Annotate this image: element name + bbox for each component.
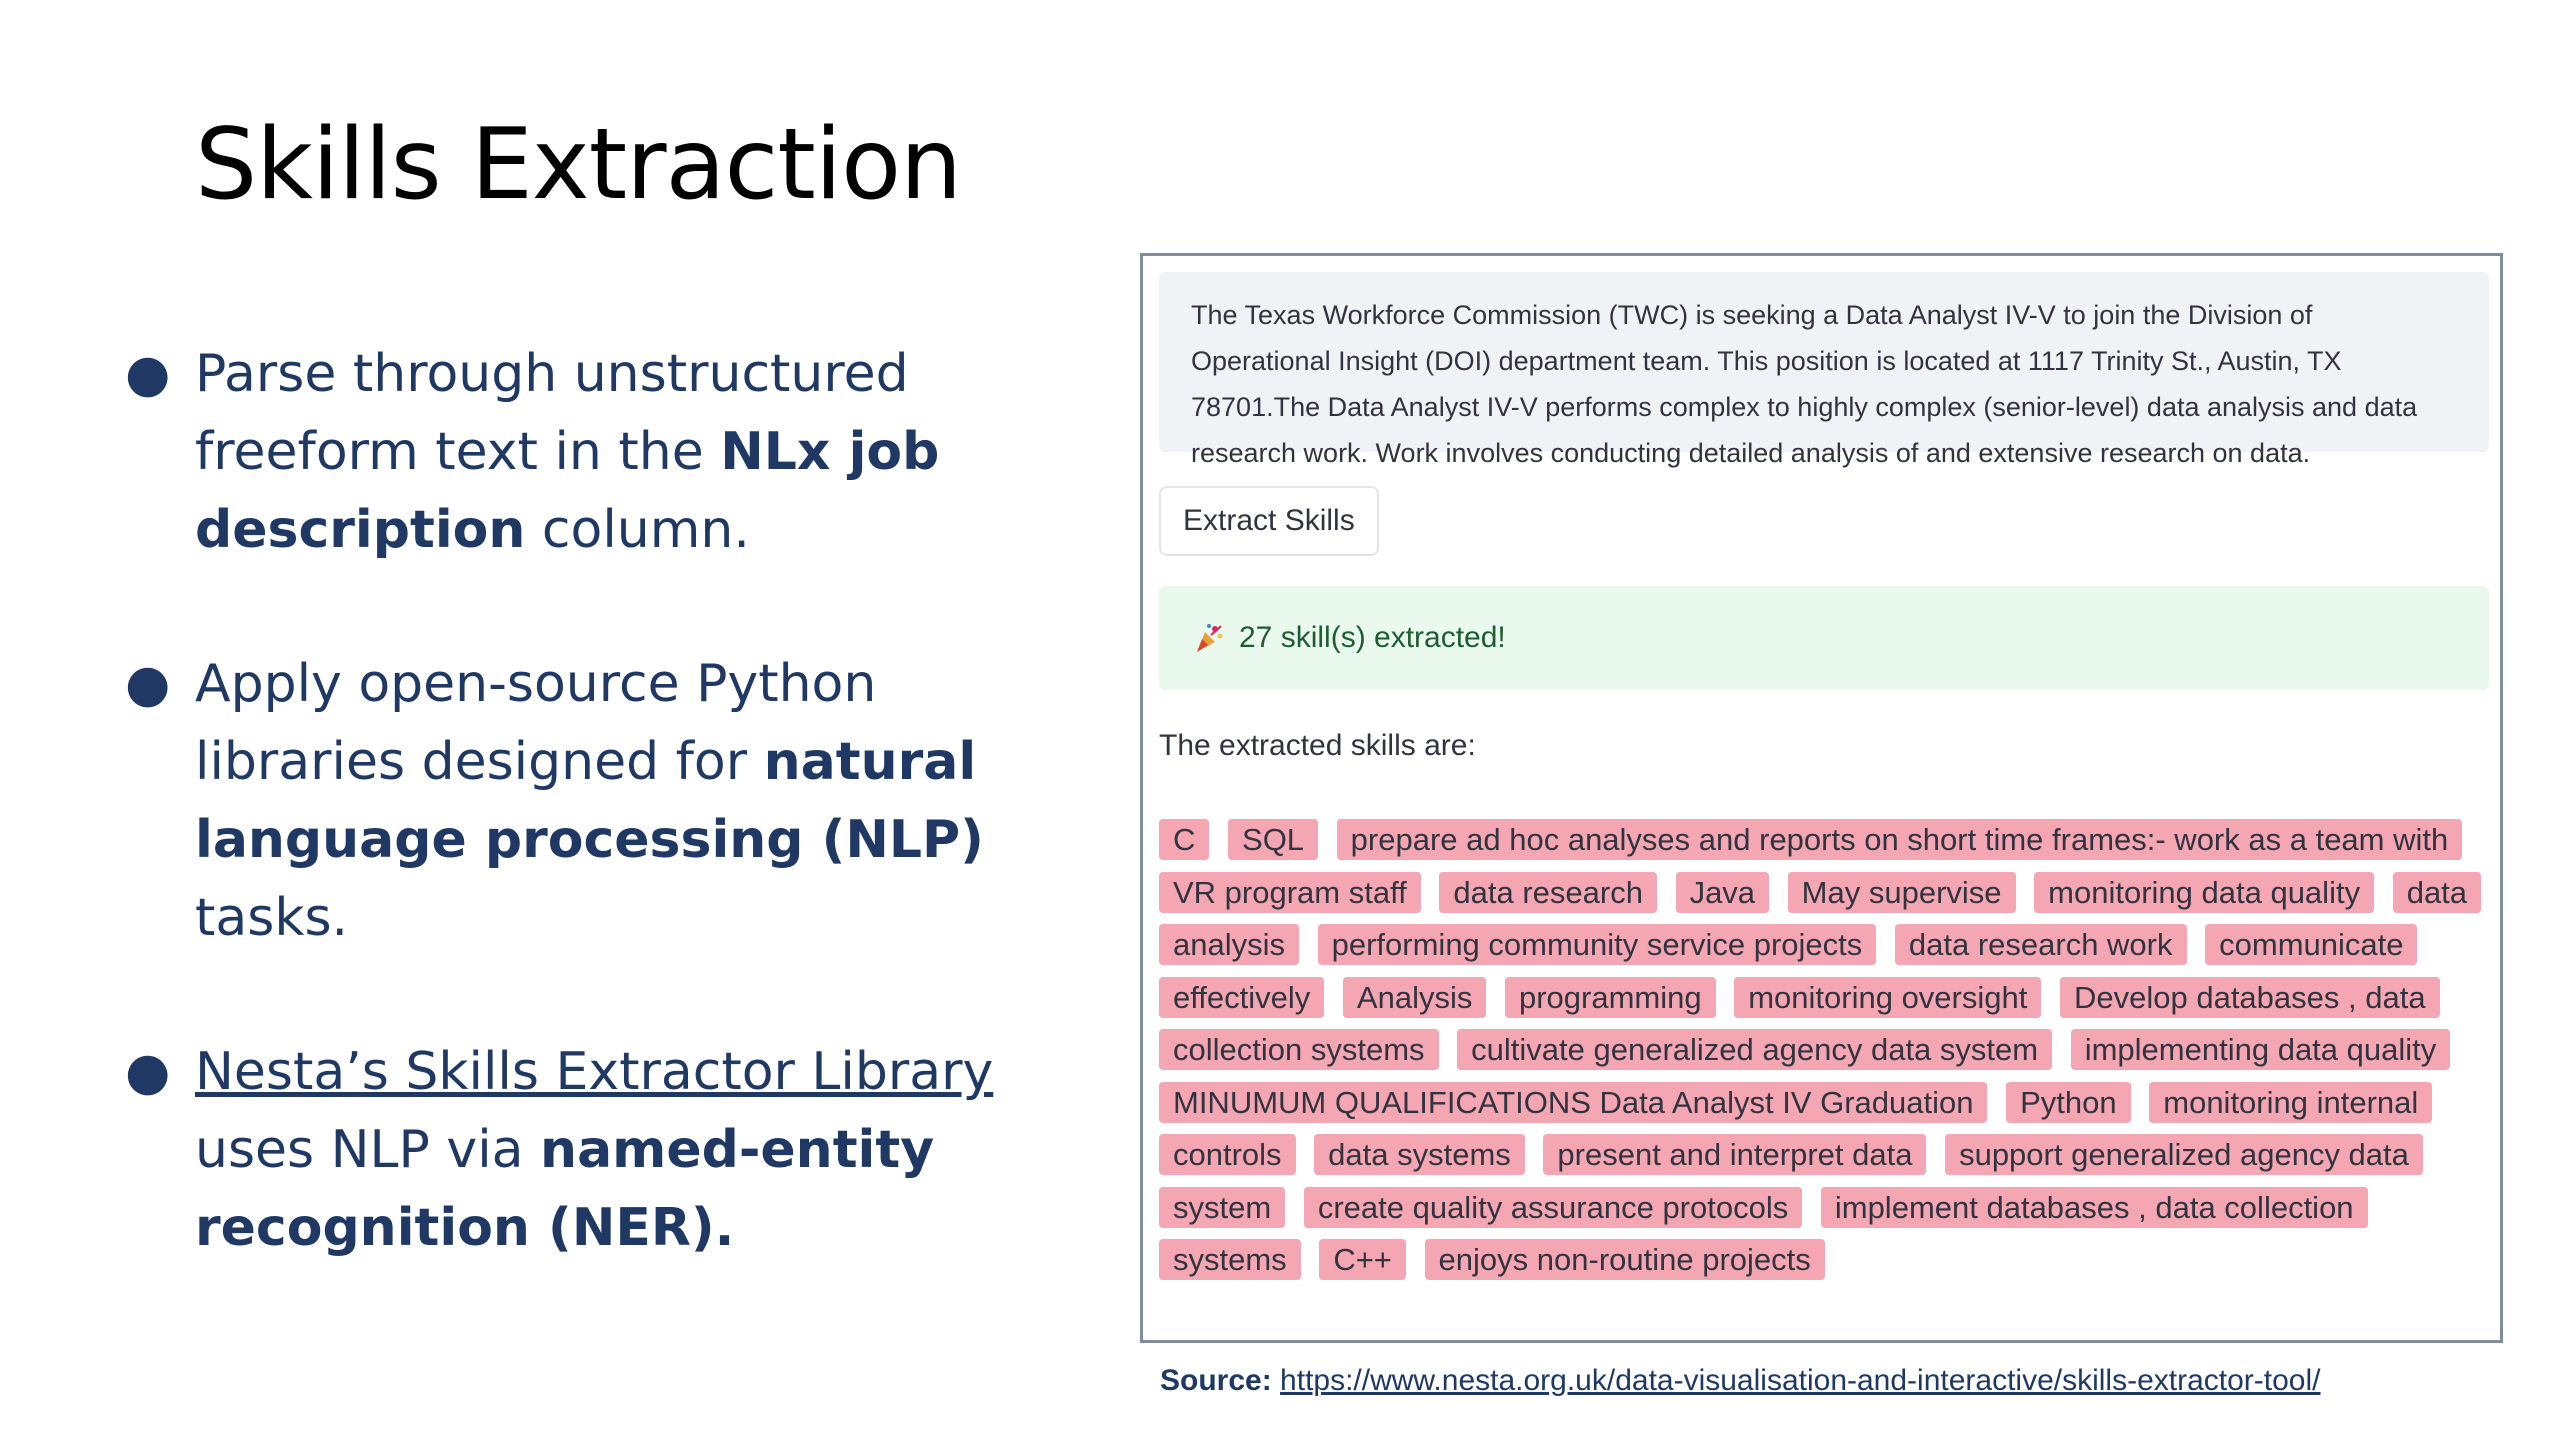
skill-chip: programming [1505, 977, 1716, 1018]
nesta-library-link[interactable]: Nesta’s Skills Extractor Library [195, 1042, 994, 1102]
skill-chip: communicate effectively [1159, 924, 2417, 1018]
source-line [1160, 1364, 2320, 1398]
bullet-item [120, 335, 1060, 569]
skill-chip: support generalized agency data system [1159, 1134, 2423, 1228]
skill-chip: C [1159, 819, 1209, 860]
bullet-text: tasks. [195, 888, 349, 948]
skill-chip: data analysis [1159, 872, 2481, 966]
skill-chip: create quality assurance protocols [1304, 1187, 1802, 1228]
skill-chip: Java [1676, 872, 1769, 913]
bullet-bold: named-entity recognition (NER). [195, 1120, 935, 1258]
skill-chip: MINUMUM QUALIFICATIONS Data Analyst IV Graduation [1159, 1082, 1987, 1123]
bullet-text: Apply open-source Python libraries designed for [195, 654, 877, 792]
skill-chip: implementing data quality [2071, 1029, 2451, 1070]
skill-chip: monitoring internal controls [1159, 1082, 2432, 1176]
bullet-bold: NLx job description [195, 422, 940, 560]
skill-chip: cultivate generalized agency data system [1457, 1029, 2052, 1070]
skill-chip: present and interpret data [1543, 1134, 1926, 1175]
skill-chip: data systems [1314, 1134, 1525, 1175]
bullet-bold: natural language processing (NLP) [195, 732, 984, 870]
success-alert [1159, 586, 2489, 690]
skill-chip: data research [1439, 872, 1657, 913]
skill-chip: monitoring oversight [1734, 977, 2041, 1018]
skill-chip: C++ [1319, 1239, 1406, 1280]
party-popper-icon [1193, 622, 1225, 654]
source-label: Source: [1160, 1364, 1272, 1397]
skill-chip: data research work [1895, 924, 2187, 965]
bullet-dot-icon: ● [125, 344, 171, 404]
bullet-text: column. [525, 500, 750, 560]
skills-extractor-app [1140, 253, 2503, 1343]
bullet-dot-icon: ● [125, 654, 171, 714]
bullet-item [120, 645, 1060, 957]
skill-chip: performing community service projects [1318, 924, 1877, 965]
bullet-list [120, 335, 1060, 1267]
skill-chip: implement databases , data collection systems [1159, 1187, 2368, 1281]
skill-chip: prepare ad hoc analyses and reports on short time frames:- work as a team with VR program staff [1159, 819, 2462, 913]
skill-chip: Develop databases , data collection systems [1159, 977, 2440, 1071]
job-description-textarea[interactable]: The Texas Workforce Commission (TWC) is seeking a Data Analyst IV-V to join the Division of Operational Insight (DOI) department team. This position is located at 1117 Trinity St., Austin, TX 78701.The Data Analyst IV-V performs complex to highly complex (senior-level) data analysis and data research work. Work involves conducting detailed analysis of and extensive research on data. [1159, 272, 2489, 452]
success-message: 27 skill(s) extracted! [1239, 621, 1506, 654]
skills-label: The extracted skills are: [1159, 729, 1476, 762]
slide-title: Skills Extraction [195, 108, 962, 222]
skill-chip: Python [2006, 1082, 2131, 1123]
skills-list [1159, 814, 2489, 1287]
bullet-text: uses NLP via [195, 1120, 541, 1180]
skill-chip: SQL [1228, 819, 1318, 860]
skill-chip: monitoring data quality [2034, 872, 2374, 913]
bullet-item [120, 1033, 1060, 1267]
source-url-link[interactable]: https://www.nesta.org.uk/data-visualisation-and-interactive/skills-extractor-tool/ [1280, 1364, 2321, 1397]
bullet-text: Parse through unstructured freeform text in the [195, 344, 909, 482]
skill-chip: enjoys non-routine projects [1425, 1239, 1825, 1280]
skill-chip: May supervise [1788, 872, 2016, 913]
extract-skills-button[interactable]: Extract Skills [1159, 486, 1379, 556]
bullet-dot-icon: ● [125, 1042, 171, 1102]
skill-chip: Analysis [1343, 977, 1486, 1018]
